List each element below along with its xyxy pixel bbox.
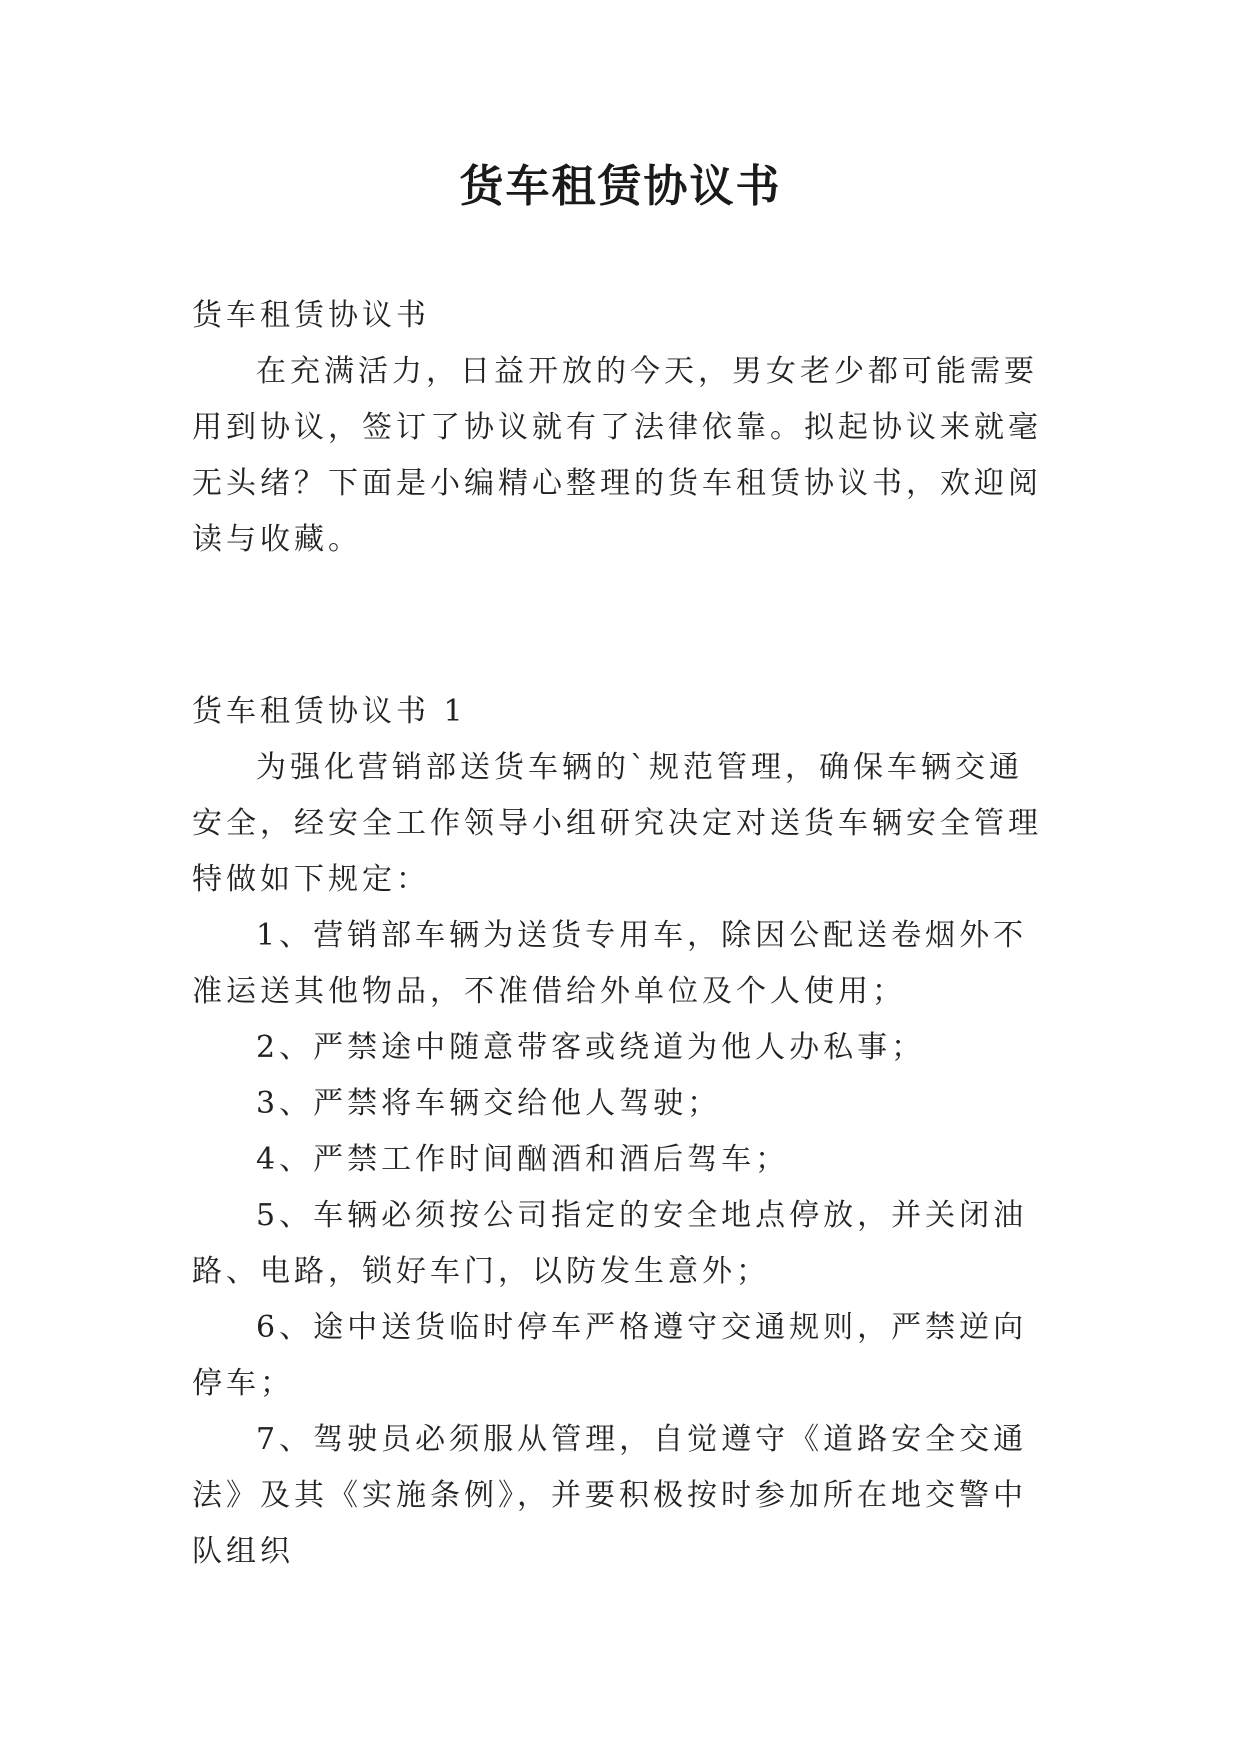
document-title: 货车租赁协议书 — [459, 161, 782, 212]
rule-item-6: 6、途中送货临时停车严格遵守交通规则，严禁逆向停车； — [192, 1310, 1028, 1401]
rule-item-7: 7、驾驶员必须服从管理，自觉遵守《道路安全交通法》及其《实施条例》，并要积极按时参加所在地交警中队组织 — [192, 1422, 1028, 1569]
intro-heading: 货车租赁协议书 — [192, 298, 430, 333]
rule-item-1: 1、营销部车辆为送货专用车，除因公配送卷烟外不准运送其他物品，不准借给外单位及个人使用； — [192, 918, 1028, 1009]
agreement-section-1 — [192, 684, 1052, 1580]
rule-item-3: 3、严禁将车辆交给他人驾驶； — [256, 1086, 722, 1121]
rule-item-4: 4、严禁工作时间酗酒和酒后驾车； — [256, 1142, 790, 1177]
intro-section — [192, 288, 1052, 568]
rule-item-2: 2、严禁途中随意带客或绕道为他人办私事； — [256, 1030, 926, 1065]
section-paragraph: 为强化营销部送货车辆的`规范管理，确保车辆交通安全，经安全工作领导小组研究决定对送货车辆安全管理特做如下规定： — [192, 750, 1042, 897]
section-heading: 货车租赁协议书 1 — [192, 694, 467, 729]
rule-item-5: 5、车辆必须按公司指定的安全地点停放，并关闭油路、电路，锁好车门，以防发生意外； — [192, 1198, 1028, 1289]
intro-paragraph: 在充满活力，日益开放的今天，男女老少都可能需要用到协议，签订了协议就有了法律依靠。拟起协议来就毫无头绪？下面是小编精心整理的货车租赁协议书，欢迎阅读与收藏。 — [192, 354, 1042, 557]
